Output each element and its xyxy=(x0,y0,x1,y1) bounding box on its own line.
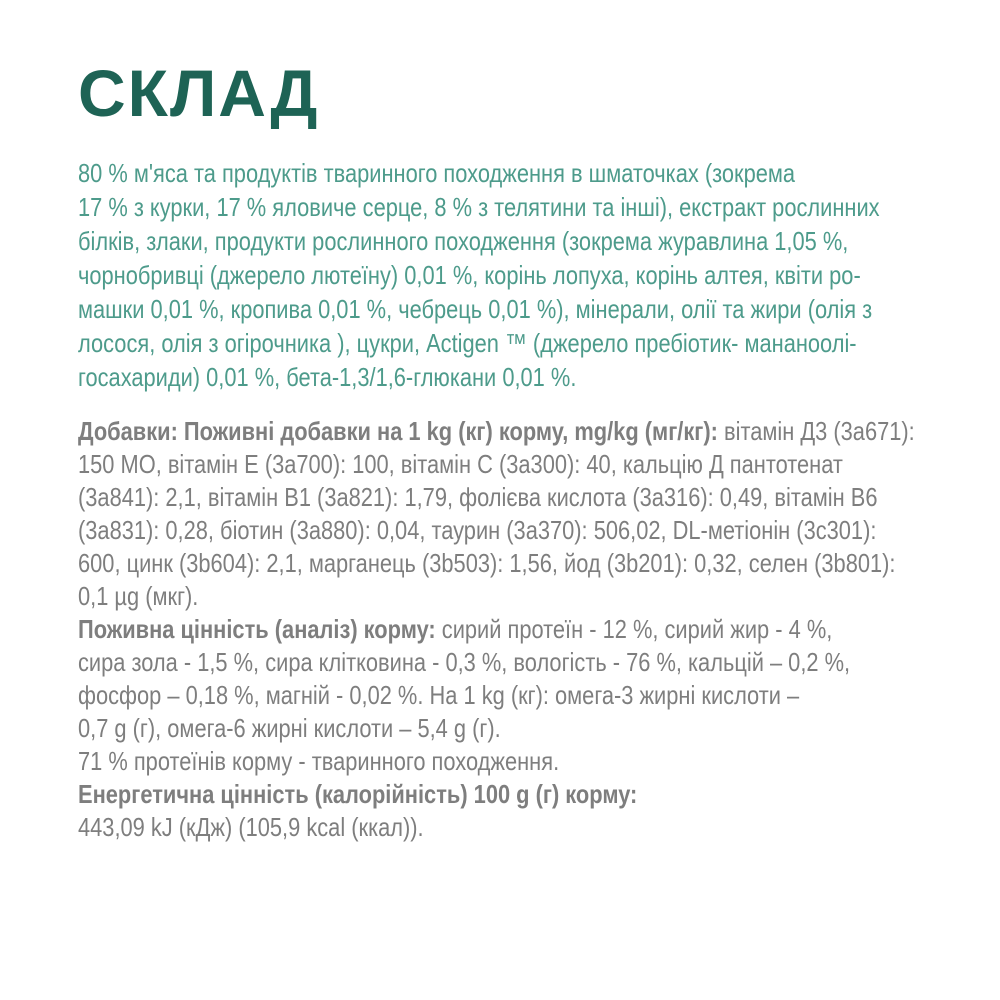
page-title: СКЛАД xyxy=(78,56,320,130)
text-line: Поживна цінність (аналіз) корму: сирий протеїн - 12 %, сирий жир - 4 %, xyxy=(78,614,833,644)
text-line: лосося, олія з огірочника ), цукри, Actigen ™ (джерело пребіотик- мананоолі- xyxy=(78,328,857,358)
text-line: чорнобривці (джерело лютеїну) 0,01 %, корінь лопуха, корінь алтея, квіти ро- xyxy=(78,260,861,290)
text-line: машки 0,01 %, кропива 0,01 %, чебрець 0,01 %), мінерали, олії та жири (олія з xyxy=(78,294,873,324)
text-line: 150 МО, вітамін Е (3a700): 100, вітамін С (3a300): 40, кальцію Д пантотенат xyxy=(78,449,843,479)
ingredients-paragraph xyxy=(78,156,880,394)
text-line: 0,1 µg (мкг). xyxy=(78,581,199,611)
text-line: 443,09 kJ (кДж) (105,9 kcal (ккал)). xyxy=(78,812,424,842)
text-line: Добавки: Поживні добавки на 1 kg (кг) корму, mg/kg (мг/кг): вітамін Д3 (3a671): xyxy=(78,416,915,446)
additives-and-nutrition-paragraph xyxy=(78,415,915,844)
text-line: (3a831): 0,28, біотин (3a880): 0,04, таурин (3a370): 506,02, DL-метіонін (3c301): xyxy=(78,515,877,545)
text-line: госахариди) 0,01 %, бета-1,3/1,6-глюкани 0,01 %. xyxy=(78,362,577,392)
text-line: фосфор – 0,18 %, магній - 0,02 %. На 1 kg (кг): омега-3 жирні кислоти – xyxy=(78,680,800,710)
text-line: білків, злаки, продукти рослинного походження (зокрема журавлина 1,05 %, xyxy=(78,226,849,256)
text-line: сира зола - 1,5 %, сира клітковина - 0,3 %, вологість - 76 %, кальцій – 0,2 %, xyxy=(78,647,851,677)
label-content xyxy=(78,56,978,844)
text-line: 600, цинк (3b604): 2,1, марганець (3b503): 1,56, йод (3b201): 0,32, селен (3b801): xyxy=(78,548,896,578)
text-line: 80 % м'яса та продуктів тваринного походження в шматочках (зокрема xyxy=(78,158,796,188)
text-line: Енергетична цінність (калорійність) 100 g (г) корму: xyxy=(78,779,638,809)
text-line: 17 % з курки, 17 % яловиче серце, 8 % з телятини та інші), екстракт рослинних xyxy=(78,192,880,222)
text-line: 0,7 g (г), омега-6 жирні кислоти – 5,4 g (г). xyxy=(78,713,501,743)
text-line: (3a841): 2,1, вітамін В1 (3a821): 1,79, фолієва кислота (3a316): 0,49, вітамін В6 xyxy=(78,482,878,512)
text-line: 71 % протеїнів корму - тваринного походження. xyxy=(78,746,560,776)
